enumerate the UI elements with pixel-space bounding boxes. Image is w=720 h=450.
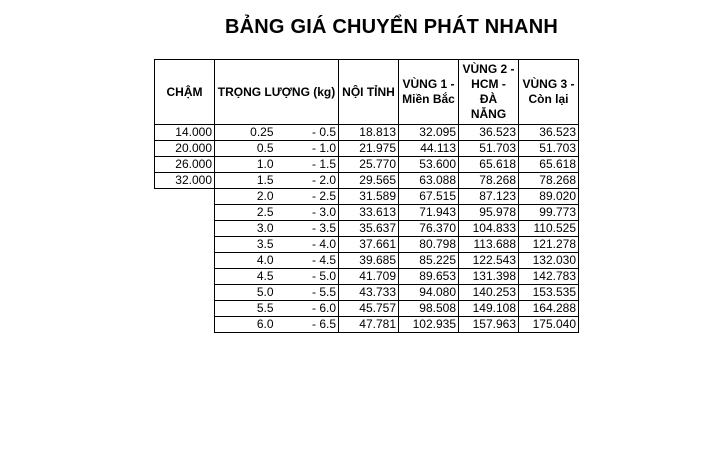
cell-vung-3: 89.020	[519, 189, 579, 205]
cell-noi-tinh: 37.661	[339, 237, 399, 253]
cell-vung-1: 67.515	[399, 189, 459, 205]
cell-vung-2: 51.703	[459, 141, 519, 157]
header-row	[155, 60, 579, 125]
table-row	[155, 205, 579, 221]
table-row	[155, 301, 579, 317]
cell-vung-1: 53.600	[399, 157, 459, 173]
cell-weight-from: 4.0	[215, 253, 276, 269]
cell-weight-from: 4.5	[215, 269, 276, 285]
table-row	[155, 141, 579, 157]
cell-vung-1: 32.095	[399, 125, 459, 141]
cell-vung-3: 175.040	[519, 317, 579, 333]
cell-weight-to: - 2.5	[276, 189, 339, 205]
cell-vung-2: 87.123	[459, 189, 519, 205]
cell-cham	[155, 237, 215, 253]
cell-weight-to: - 4.0	[276, 237, 339, 253]
cell-weight-from: 3.5	[215, 237, 276, 253]
cell-cham	[155, 285, 215, 301]
cell-vung-2: 122.543	[459, 253, 519, 269]
cell-vung-1: 63.088	[399, 173, 459, 189]
cell-vung-3: 65.618	[519, 157, 579, 173]
table-row	[155, 221, 579, 237]
cell-vung-1: 98.508	[399, 301, 459, 317]
cell-noi-tinh: 45.757	[339, 301, 399, 317]
price-table	[154, 59, 579, 333]
cell-cham: 14.000	[155, 125, 215, 141]
cell-weight-to: - 6.0	[276, 301, 339, 317]
header-noi-tinh: NỘI TỈNH	[339, 60, 399, 125]
cell-cham	[155, 189, 215, 205]
cell-vung-1: 76.370	[399, 221, 459, 237]
cell-vung-3: 121.278	[519, 237, 579, 253]
cell-vung-2: 65.618	[459, 157, 519, 173]
cell-weight-to: - 0.5	[276, 125, 339, 141]
cell-weight-to: - 4.5	[276, 253, 339, 269]
cell-cham: 32.000	[155, 173, 215, 189]
cell-noi-tinh: 41.709	[339, 269, 399, 285]
header-trong-luong: TRỌNG LƯỢNG (kg)	[215, 60, 339, 125]
cell-vung-3: 153.535	[519, 285, 579, 301]
cell-vung-2: 78.268	[459, 173, 519, 189]
cell-vung-3: 36.523	[519, 125, 579, 141]
table-row	[155, 269, 579, 285]
cell-noi-tinh: 29.565	[339, 173, 399, 189]
cell-cham: 26.000	[155, 157, 215, 173]
table-row	[155, 173, 579, 189]
cell-cham	[155, 205, 215, 221]
cell-weight-from: 5.0	[215, 285, 276, 301]
cell-vung-2: 131.398	[459, 269, 519, 285]
table-row	[155, 189, 579, 205]
cell-noi-tinh: 21.975	[339, 141, 399, 157]
cell-weight-to: - 3.0	[276, 205, 339, 221]
cell-vung-1: 71.943	[399, 205, 459, 221]
cell-vung-3: 132.030	[519, 253, 579, 269]
cell-weight-to: - 5.5	[276, 285, 339, 301]
header-vung-2: VÙNG 2 - HCM - ĐÀ NẴNG	[459, 60, 519, 125]
cell-vung-2: 149.108	[459, 301, 519, 317]
cell-weight-from: 1.0	[215, 157, 276, 173]
cell-noi-tinh: 43.733	[339, 285, 399, 301]
cell-weight-to: - 3.5	[276, 221, 339, 237]
cell-weight-from: 6.0	[215, 317, 276, 333]
cell-vung-3: 110.525	[519, 221, 579, 237]
cell-weight-to: - 1.0	[276, 141, 339, 157]
cell-vung-1: 94.080	[399, 285, 459, 301]
cell-cham: 20.000	[155, 141, 215, 157]
cell-vung-3: 164.288	[519, 301, 579, 317]
cell-vung-2: 104.833	[459, 221, 519, 237]
table-row	[155, 285, 579, 301]
cell-vung-3: 78.268	[519, 173, 579, 189]
cell-noi-tinh: 31.589	[339, 189, 399, 205]
cell-weight-from: 3.0	[215, 221, 276, 237]
cell-weight-from: 0.5	[215, 141, 276, 157]
cell-weight-to: - 2.0	[276, 173, 339, 189]
table-row	[155, 125, 579, 141]
cell-cham	[155, 269, 215, 285]
cell-vung-3: 99.773	[519, 205, 579, 221]
cell-vung-2: 36.523	[459, 125, 519, 141]
cell-cham	[155, 253, 215, 269]
cell-noi-tinh: 33.613	[339, 205, 399, 221]
cell-vung-3: 51.703	[519, 141, 579, 157]
cell-cham	[155, 301, 215, 317]
cell-vung-2: 140.253	[459, 285, 519, 301]
cell-weight-from: 1.5	[215, 173, 276, 189]
cell-cham	[155, 221, 215, 237]
header-vung-1: VÙNG 1 - Miền Bắc	[399, 60, 459, 125]
cell-vung-1: 102.935	[399, 317, 459, 333]
header-vung-3: VÙNG 3 - Còn lại	[519, 60, 579, 125]
table-row	[155, 157, 579, 173]
table-row	[155, 237, 579, 253]
header-cham: CHẬM	[155, 60, 215, 125]
cell-vung-1: 85.225	[399, 253, 459, 269]
cell-noi-tinh: 25.770	[339, 157, 399, 173]
cell-weight-to: - 1.5	[276, 157, 339, 173]
cell-noi-tinh: 47.781	[339, 317, 399, 333]
cell-vung-3: 142.783	[519, 269, 579, 285]
table-row	[155, 253, 579, 269]
cell-vung-1: 44.113	[399, 141, 459, 157]
cell-vung-1: 89.653	[399, 269, 459, 285]
cell-noi-tinh: 18.813	[339, 125, 399, 141]
cell-vung-2: 157.963	[459, 317, 519, 333]
page-title: BẢNG GIÁ CHUYỂN PHÁT NHANH	[225, 16, 558, 38]
cell-weight-from: 2.0	[215, 189, 276, 205]
cell-weight-from: 2.5	[215, 205, 276, 221]
cell-weight-from: 5.5	[215, 301, 276, 317]
cell-vung-2: 95.978	[459, 205, 519, 221]
cell-weight-to: - 5.0	[276, 269, 339, 285]
cell-weight-from: 0.25	[215, 125, 276, 141]
cell-noi-tinh: 35.637	[339, 221, 399, 237]
table-row	[155, 317, 579, 333]
cell-vung-2: 113.688	[459, 237, 519, 253]
cell-weight-to: - 6.5	[276, 317, 339, 333]
cell-noi-tinh: 39.685	[339, 253, 399, 269]
cell-vung-1: 80.798	[399, 237, 459, 253]
cell-cham	[155, 317, 215, 333]
